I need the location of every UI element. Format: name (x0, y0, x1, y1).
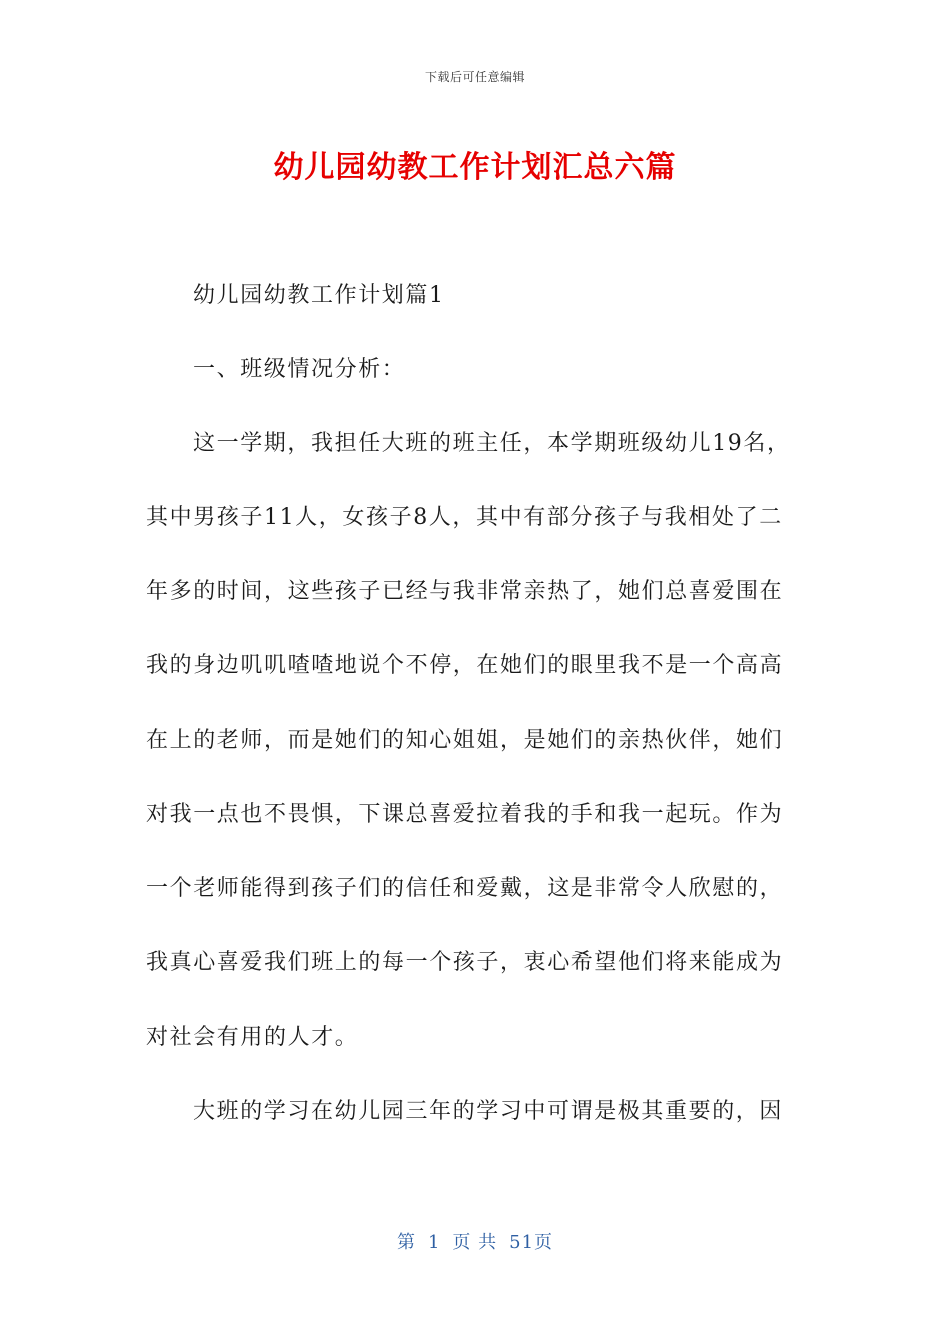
paragraph-line: 对社会有用的人才。 (146, 1025, 359, 1050)
paragraph-line: 其中男孩子11人，女孩子8人，其中有部分孩子与我相处了二 (146, 505, 783, 530)
page-header-note: 下载后可任意编辑 (424, 70, 525, 84)
paragraph-line: 我真心喜爱我们班上的每一个孩子，衷心希望他们将来能成为 (146, 950, 784, 975)
current-page-number: 1 (427, 1232, 441, 1253)
paragraph-line: 我的身边叽叽喳喳地说个不停，在她们的眼里我不是一个高高 (146, 653, 784, 678)
subheading: 一、班级情况分析： (193, 357, 406, 382)
paragraph-line: 对我一点也不畏惧，下课总喜爱拉着我的手和我一起玩。作为 (146, 802, 784, 827)
paragraph-line: 这一学期，我担任大班的班主任，本学期班级幼儿19名， (193, 431, 791, 456)
footer-mid: 页 共 (452, 1232, 498, 1253)
paragraph-line: 大班的学习在幼儿园三年的学习中可谓是极其重要的，因 (193, 1099, 784, 1124)
paragraph-line: 一个老师能得到孩子们的信任和爱戴，这是非常令人欣慰的， (146, 876, 784, 901)
footer-prefix: 第 (396, 1232, 416, 1253)
page-footer (0, 1228, 950, 1254)
total-pages: 51页 (509, 1232, 554, 1253)
paragraph-line: 年多的时间，这些孩子已经与我非常亲热了，她们总喜爱围在 (146, 579, 784, 604)
paragraph-line: 在上的老师，而是她们的知心姐姐，是她们的亲热伙伴，她们 (146, 728, 784, 753)
section-heading: 幼儿园幼教工作计划篇1 (193, 283, 445, 308)
document-title: 幼儿园幼教工作计划汇总六篇 (273, 150, 677, 185)
